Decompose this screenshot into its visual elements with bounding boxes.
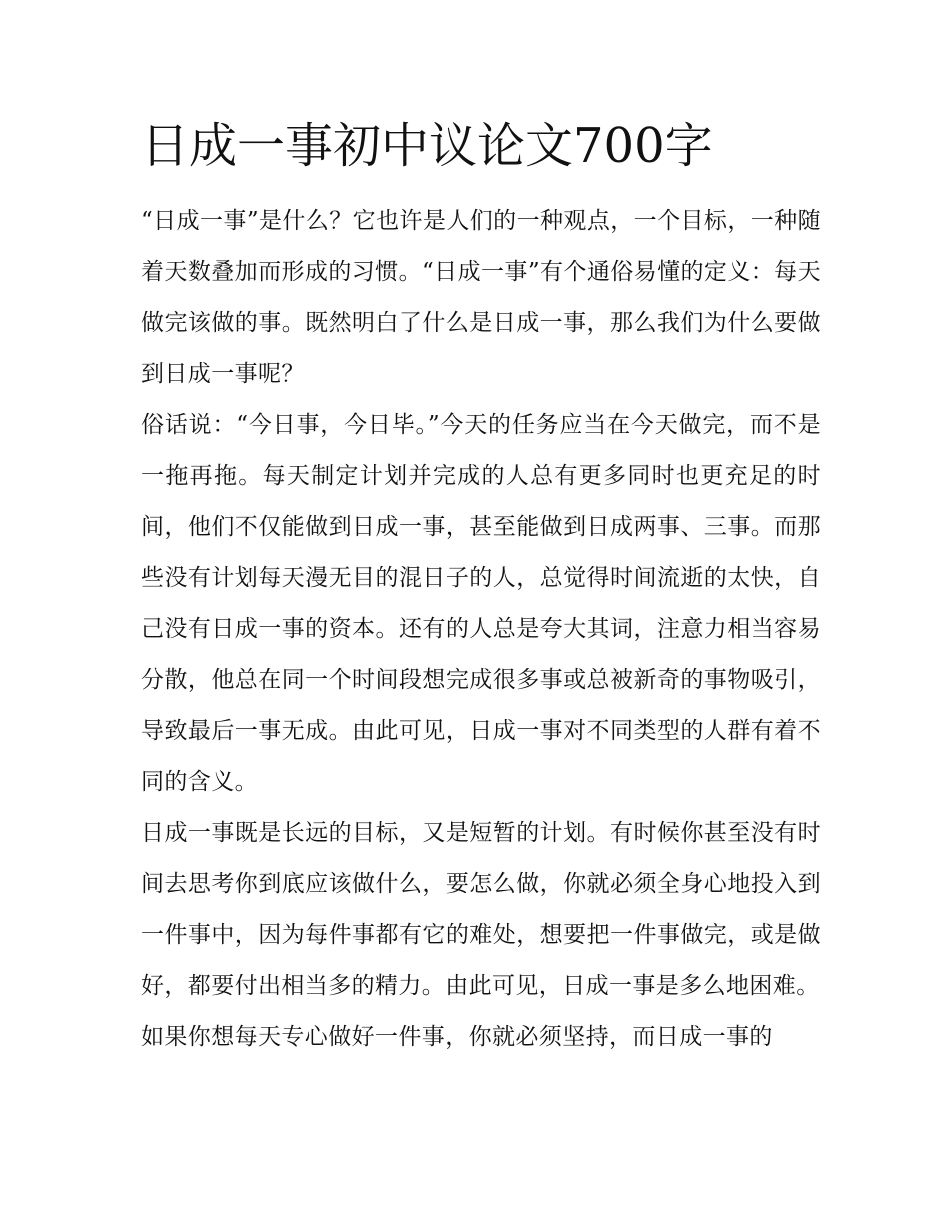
paragraph-1: “日成一事”是什么？它也许是人们的一种观点，一个目标，一种随着天数叠加而形成的习惯。“日成一事”有个通俗易懂的定义：每天做完该做的事。既然明白了什么是日成一事，那么我们为什么要做到日成一事呢？ [141, 208, 821, 387]
document-title: 日成一事初中议论文700字 [141, 118, 713, 174]
paragraph-3: 日成一事既是长远的目标，又是短暂的计划。有时候你甚至没有时间去思考你到底应该做什么，要怎么做，你就必须全身心地投入到一件事中，因为每件事都有它的难处，想要把一件事做完，或是做好，都要付出相当多的精力。由此可见，日成一事是多么地困难。 [141, 820, 821, 999]
document-body [141, 196, 821, 1063]
paragraph-4: 如果你想每天专心做好一件事，你就必须坚持，而日成一事的 [141, 1024, 773, 1050]
paragraph-2: 俗话说：“今日事，今日毕。”今天的任务应当在今天做完，而不是一拖再拖。每天制定计划并完成的人总有更多同时也更充足的时间，他们不仅能做到日成一事，甚至能做到日成两事、三事。而那些没有计划每天漫无目的混日子的人，总觉得时间流逝的太快，自己没有日成一事的资本。还有的人总是夸大其词，注意力相当容易分散，他总在同一个时间段想完成很多事或总被新奇的事物吸引，导致最后一事无成。由此可见，日成一事对不同类型的人群有着不同的含义。 [141, 412, 821, 795]
